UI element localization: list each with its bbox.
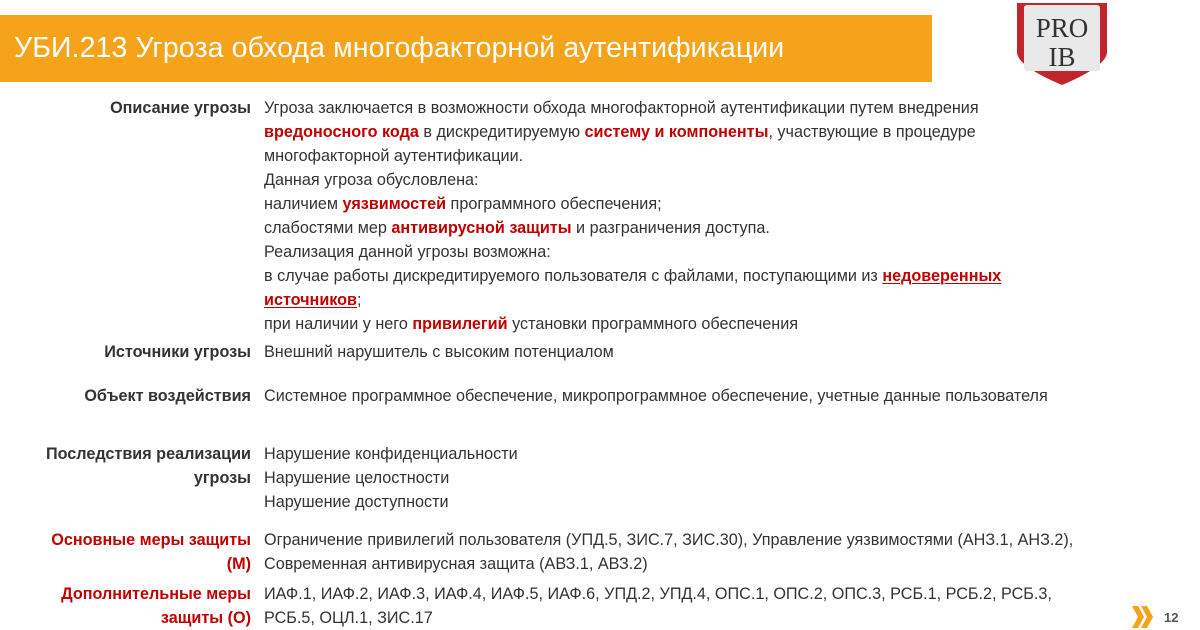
value-consequences: [264, 442, 1184, 528]
highlight-malware: вредоносного кода: [264, 123, 419, 141]
row-sources: [0, 340, 1200, 384]
row-consequences: [0, 442, 1200, 528]
desc-line: наличием уязвимостей программного обеспечения;: [264, 195, 662, 213]
label-sources: Источники угрозы: [104, 343, 251, 361]
threat-table: [0, 96, 1200, 630]
label-description: Описание угрозы: [110, 99, 251, 117]
highlight-privileges: привилегий: [412, 315, 508, 333]
value-main-measures: Ограничение привилегий пользователя (УПД.5, ЗИС.7, ЗИС.30), Управление уязвимостями (АНЗ.1, АНЗ.2), Современная антивирусная защита (АВЗ.1, АВЗ.2): [264, 531, 1074, 573]
consequence-item: Нарушение доступности: [264, 493, 449, 511]
desc-line: Угроза заключается в возможности обхода многофакторной аутентификации путем внедрения: [264, 99, 979, 117]
row-extra-measures: [0, 582, 1200, 630]
consequence-item: Нарушение конфиденциальности: [264, 445, 518, 463]
logo-text-top: PRO: [1035, 13, 1089, 43]
highlight-untrusted: недоверенных: [882, 267, 1002, 285]
value-sources: Внешний нарушитель с высоким потенциалом: [264, 343, 614, 361]
label-object: Объект воздействия: [84, 387, 251, 405]
desc-line: вредоносного кода в дискредитируемую систему и компоненты, участвующие в процедуре: [264, 123, 976, 141]
row-object: [0, 384, 1200, 442]
desc-line: источников;: [264, 291, 362, 309]
double-chevron-icon: [1130, 604, 1154, 630]
label-extra-measures: Дополнительные меры защиты (О): [61, 585, 251, 627]
value-object: Системное программное обеспечение, микропрограммное обеспечение, учетные данные пользователя: [264, 387, 1048, 405]
label-main-measures: Основные меры защиты (М): [51, 531, 251, 573]
desc-line: многофакторной аутентификации.: [264, 147, 524, 165]
logo-text-bottom: IB: [1048, 42, 1076, 72]
desc-line: слабостями мер антивирусной защиты и разграничения доступа.: [264, 219, 770, 237]
row-description: [0, 96, 1200, 340]
desc-line: в случае работы дискредитируемого пользователя с файлами, поступающими из недоверенных: [264, 267, 1002, 285]
title-bar: [0, 15, 932, 82]
value-description: [264, 96, 1184, 340]
value-extra-measures: ИАФ.1, ИАФ.2, ИАФ.3, ИАФ.4, ИАФ.5, ИАФ.6, УПД.2, УПД.4, ОПС.1, ОПС.2, ОПС.3, РСБ.1, РСБ.2, РСБ.3, РСБ.5, ОЦЛ.1, ЗИС.17: [264, 585, 1052, 627]
row-main-measures: [0, 528, 1200, 582]
label-consequences: Последствия реализации угрозы: [45, 445, 251, 487]
desc-line: Данная угроза обусловлена:: [264, 171, 479, 189]
pro-ib-logo: [1014, 0, 1110, 86]
consequence-item: Нарушение целостности: [264, 469, 450, 487]
highlight-system: систему и компоненты: [584, 123, 769, 141]
desc-line: при наличии у него привилегий установки программного обеспечения: [264, 315, 799, 333]
highlight-sources: источников: [264, 291, 358, 309]
desc-line: Реализация данной угрозы возможна:: [264, 243, 551, 261]
highlight-antivirus: антивирусной защиты: [391, 219, 572, 237]
page-number: 12: [1164, 610, 1179, 625]
slide-title: УБИ.213 Угроза обхода многофакторной аутентификации: [14, 32, 785, 64]
highlight-vulnerabilities: уязвимостей: [342, 195, 447, 213]
